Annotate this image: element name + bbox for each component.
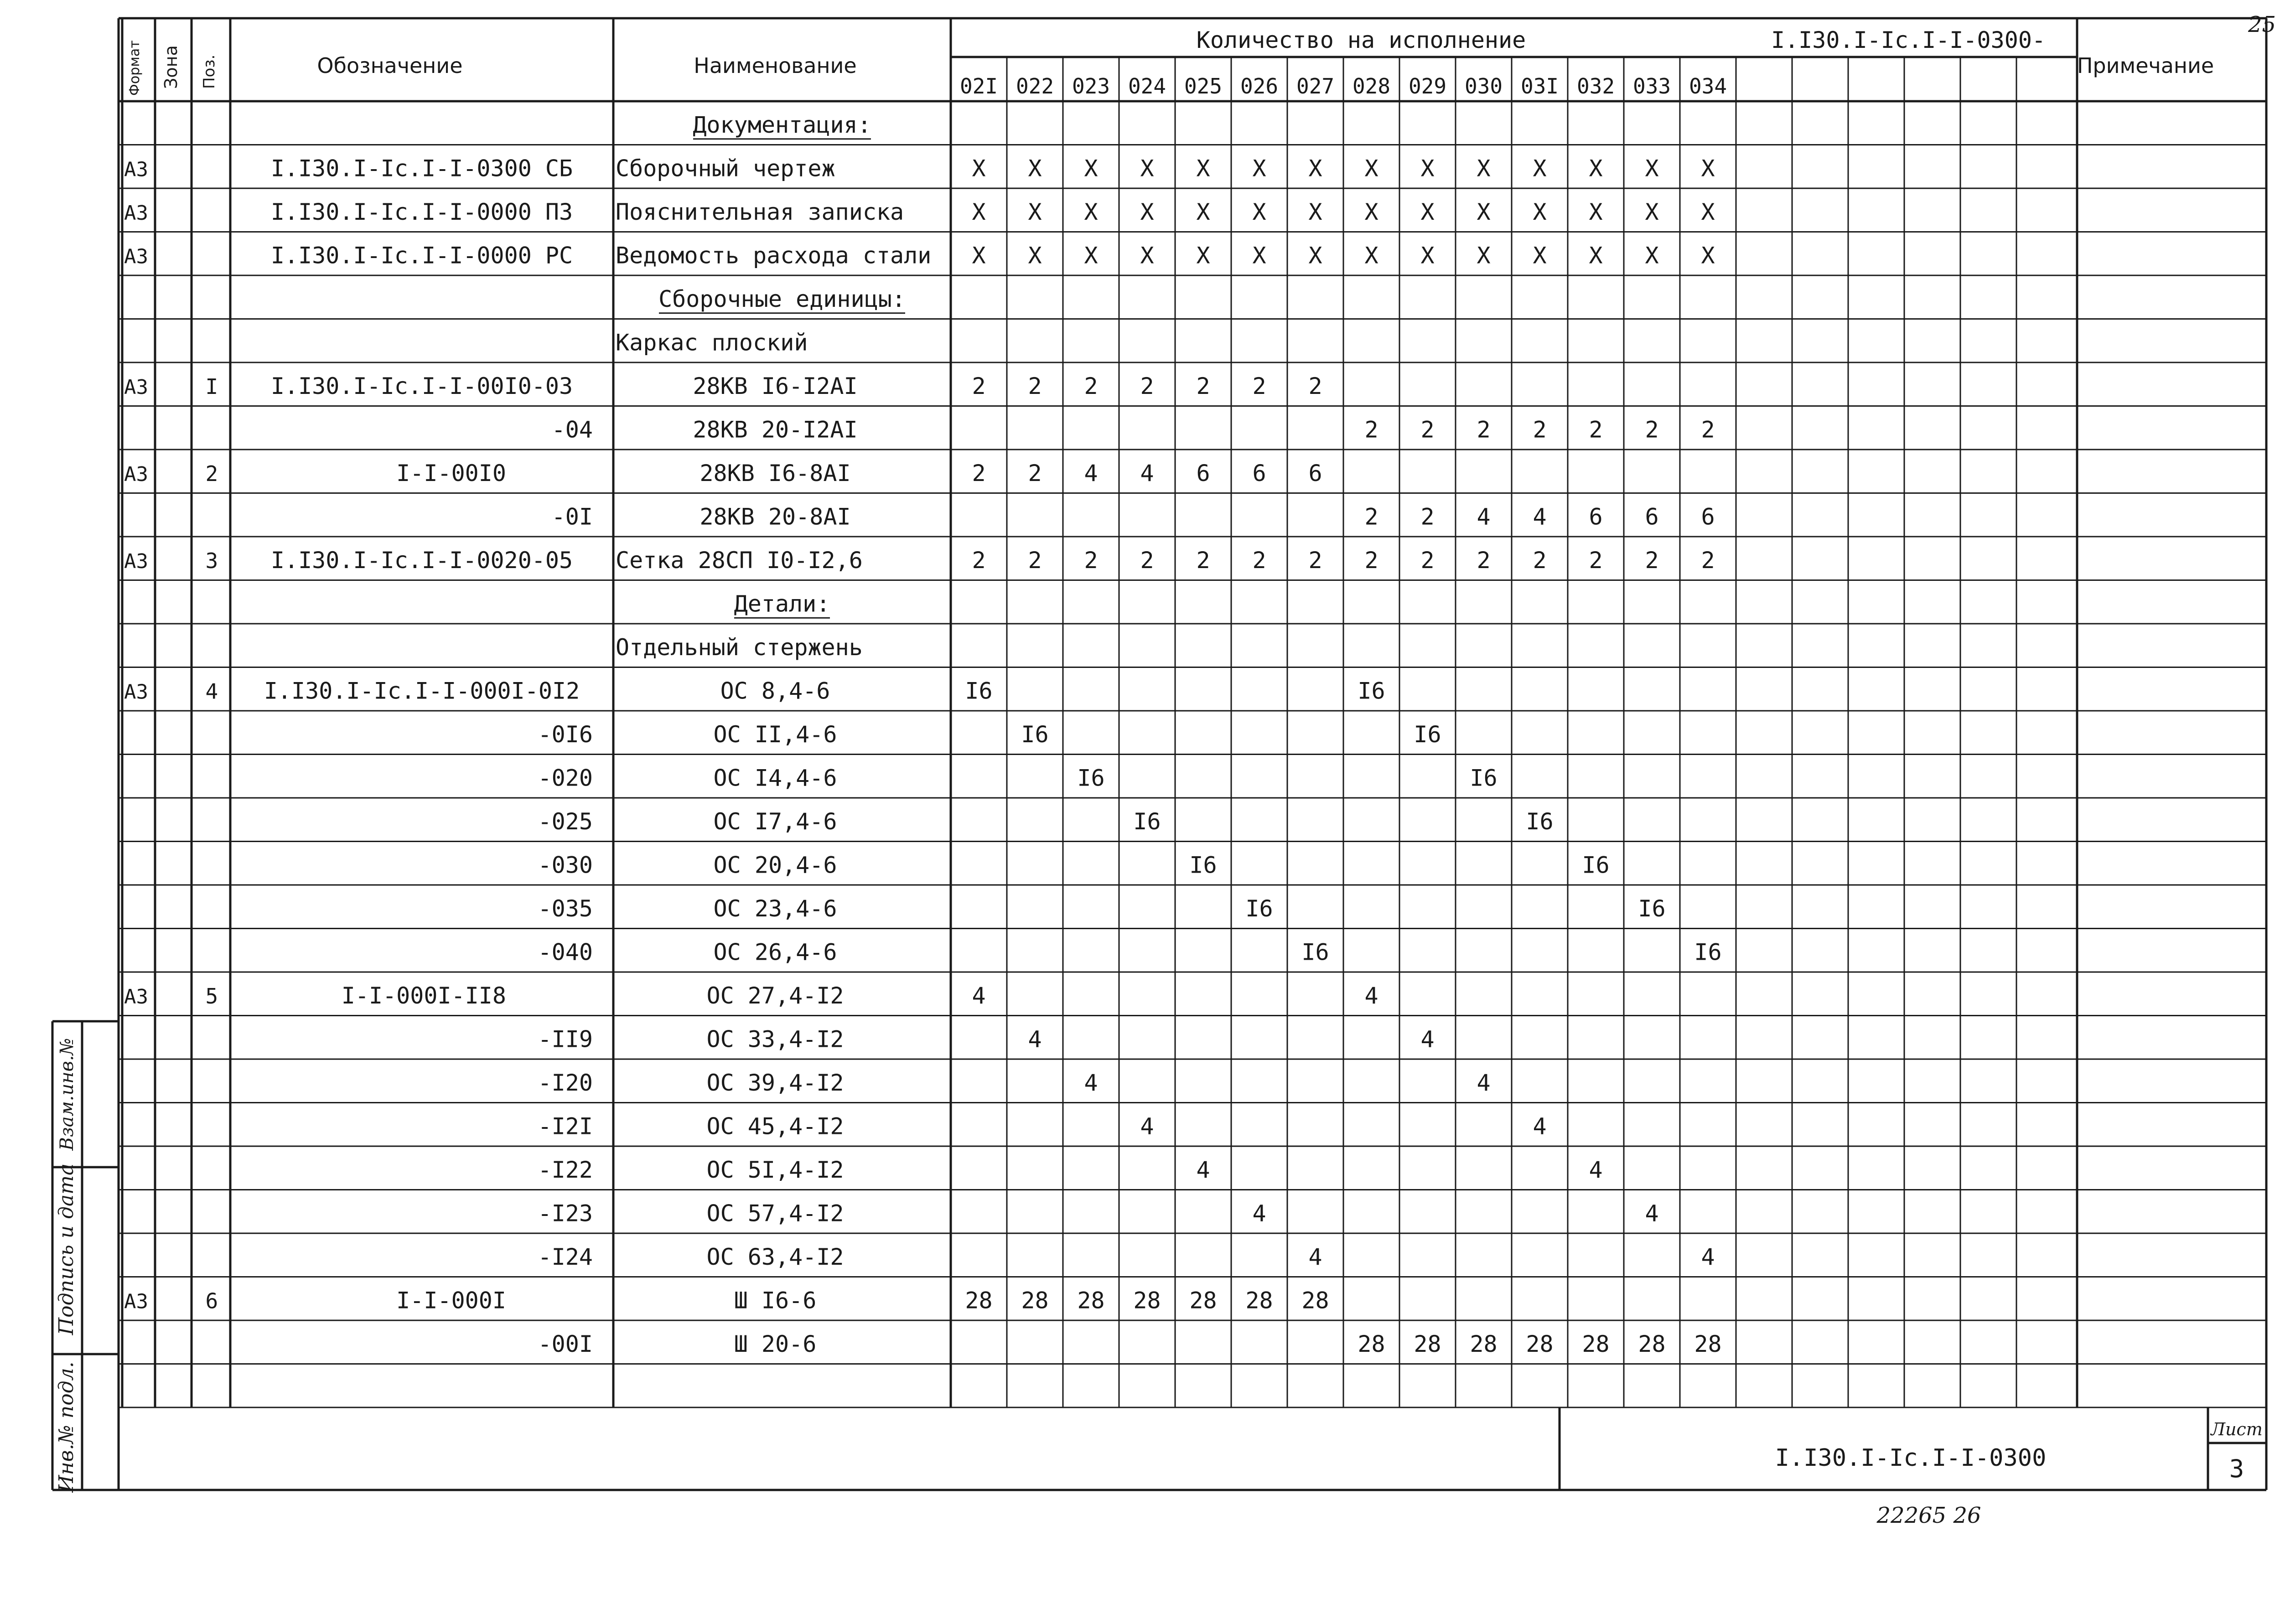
quantity-cell: 4 <box>1140 1113 1154 1140</box>
table-row <box>124 155 1715 181</box>
quantity-cell: X <box>1196 198 1210 225</box>
quantity-cell: X <box>1028 155 1042 182</box>
table-row <box>124 199 1715 225</box>
row-name: 28КВ 20-I2АI <box>693 416 858 443</box>
row-name: ОС 26,4-6 <box>713 939 837 966</box>
quantity-cell: X <box>1308 242 1322 269</box>
row-name: Ш 20-6 <box>734 1330 817 1357</box>
header-format: Формат <box>127 40 143 96</box>
table-row <box>538 721 1441 748</box>
variant-label: 02I <box>959 74 998 98</box>
quantity-cell: 4 <box>1084 460 1098 486</box>
section-title: Документация: <box>693 111 871 138</box>
row-name: ОС 5I,4-I2 <box>706 1156 844 1183</box>
quantity-cell: X <box>1645 198 1659 225</box>
table-row <box>538 808 1554 835</box>
table-row <box>538 1157 1603 1183</box>
table-row <box>693 112 871 139</box>
quantity-cell: 2 <box>1140 372 1154 399</box>
quantity-cell: 6 <box>1308 460 1322 486</box>
quantity-cell: X <box>1420 198 1435 225</box>
header-note: Примечание <box>2077 53 2214 78</box>
row-format: А3 <box>124 985 148 1009</box>
row-position: 3 <box>205 548 218 573</box>
variant-label: 025 <box>1184 74 1223 98</box>
quantity-cell: X <box>1252 155 1266 182</box>
quantity-cell: 2 <box>1645 547 1659 574</box>
row-position: 6 <box>205 1288 218 1314</box>
row-designation: -I22 <box>538 1156 593 1183</box>
variant-label: 034 <box>1689 74 1727 98</box>
quantity-cell: X <box>1533 155 1547 182</box>
row-position: 2 <box>205 461 218 486</box>
quantity-cell: X <box>1252 198 1266 225</box>
row-format: А3 <box>124 680 148 704</box>
row-name: ОС I4,4-6 <box>713 765 837 791</box>
quantity-cell: X <box>1140 198 1154 225</box>
quantity-cell: 2 <box>1701 547 1715 574</box>
table-row <box>538 1244 1715 1270</box>
quantity-cell: 6 <box>1589 503 1603 530</box>
quantity-cell: 6 <box>1645 503 1659 530</box>
quantity-cell: 28 <box>1189 1287 1217 1314</box>
row-name: ОС 63,4-I2 <box>706 1243 844 1270</box>
quantity-cell: 28 <box>1526 1330 1554 1357</box>
row-designation: I.I30.I-Ic.I-I-0000 РС <box>270 242 573 269</box>
variant-label: 027 <box>1296 74 1335 98</box>
quantity-cell: X <box>1701 198 1715 225</box>
quantity-cell: 28 <box>1245 1287 1273 1314</box>
row-format: А3 <box>124 549 148 573</box>
table-row <box>124 242 1715 269</box>
quantity-cell: 6 <box>1252 460 1266 486</box>
table-row <box>552 416 1715 443</box>
row-format: А3 <box>124 158 148 181</box>
quantity-cell: 2 <box>1364 416 1378 443</box>
variant-label: 030 <box>1464 74 1503 98</box>
row-name: Сборочный чертеж <box>616 155 835 182</box>
side-stamp-inv-replace: Взам.инв.№ <box>57 1038 78 1151</box>
quantity-cell: 4 <box>1364 982 1378 1009</box>
quantity-cell: I6 <box>1470 765 1498 791</box>
quantity-cell: 2 <box>1477 547 1491 574</box>
quantity-cell: 4 <box>1308 1243 1322 1270</box>
row-position: 4 <box>205 679 218 704</box>
row-format: А3 <box>124 245 148 269</box>
table-row <box>616 634 863 661</box>
quantity-cell: X <box>1308 198 1322 225</box>
quantity-cell: X <box>1701 155 1715 182</box>
quantity-cell: 4 <box>1589 1156 1603 1183</box>
quantity-cell: 28 <box>1133 1287 1161 1314</box>
quantity-cell: 2 <box>1589 547 1603 574</box>
header-quantity-code: I.I30.I-Ic.I-I-0300- <box>1771 27 2046 53</box>
quantity-cell: X <box>1028 198 1042 225</box>
quantity-cell: X <box>1252 242 1266 269</box>
quantity-cell: 2 <box>1364 503 1378 530</box>
row-designation: I.I30.I-Ic.I-I-000I-0I2 <box>264 678 580 704</box>
quantity-cell: I6 <box>1245 895 1273 922</box>
quantity-cell: 2 <box>1028 547 1042 574</box>
quantity-cell: 4 <box>1701 1243 1715 1270</box>
quantity-cell: 4 <box>1477 503 1491 530</box>
variant-label: 033 <box>1632 74 1671 98</box>
quantity-cell: I6 <box>1582 852 1610 879</box>
table-row <box>124 547 1715 574</box>
table-row <box>124 1287 1329 1314</box>
quantity-cell: 2 <box>1308 372 1322 399</box>
quantity-cell: 28 <box>1414 1330 1441 1357</box>
quantity-cell: 2 <box>1645 416 1659 443</box>
quantity-cell: 2 <box>1084 372 1098 399</box>
quantity-cell: I6 <box>1414 721 1441 748</box>
quantity-cell: X <box>1364 198 1378 225</box>
row-designation: -I24 <box>538 1243 593 1270</box>
quantity-cell: 2 <box>1364 547 1378 574</box>
row-position: I <box>205 374 218 399</box>
quantity-cell: 2 <box>1420 416 1435 443</box>
table-row <box>552 503 1715 530</box>
row-designation: -I2I <box>538 1113 593 1140</box>
variant-label: 023 <box>1072 74 1110 98</box>
quantity-cell: 2 <box>1028 460 1042 486</box>
quantity-cell: 2 <box>1196 547 1210 574</box>
quantity-cell: 2 <box>1252 372 1266 399</box>
group-title: Каркас плоский <box>616 329 808 356</box>
quantity-cell: 2 <box>1140 547 1154 574</box>
footer-number: 22265 26 <box>1876 1503 1981 1528</box>
variant-label: 028 <box>1352 74 1391 98</box>
section-title: Сборочные единицы: <box>658 285 906 312</box>
quantity-cell: I6 <box>1638 895 1666 922</box>
quantity-cell: 6 <box>1701 503 1715 530</box>
row-format: А3 <box>124 462 148 486</box>
title-block-sheet-label: Лист <box>2211 1419 2263 1439</box>
quantity-cell: I6 <box>1077 765 1105 791</box>
quantity-cell: 28 <box>1077 1287 1105 1314</box>
quantity-cell: 4 <box>1477 1069 1491 1096</box>
quantity-cell: X <box>1084 155 1098 182</box>
quantity-cell: 4 <box>1028 1026 1042 1053</box>
quantity-cell: X <box>1701 242 1715 269</box>
variant-label: 022 <box>1016 74 1054 98</box>
quantity-cell: 28 <box>1638 1330 1666 1357</box>
quantity-cell: X <box>1589 242 1603 269</box>
quantity-cell: 2 <box>1308 547 1322 574</box>
side-stamp-signature-date: Подпись и дата <box>55 1163 78 1335</box>
table-row <box>616 329 808 356</box>
quantity-cell: X <box>1589 155 1603 182</box>
quantity-cell: X <box>1028 242 1042 269</box>
row-designation: I.I30.I-Ic.I-I-0000 ПЗ <box>270 198 573 225</box>
table-row <box>538 1026 1435 1052</box>
quantity-cell: X <box>972 155 986 182</box>
header-name: Наименование <box>694 53 857 78</box>
row-name: 28КВ 20-8АI <box>700 503 851 530</box>
quantity-cell: X <box>1084 242 1098 269</box>
row-name: ОС I7,4-6 <box>713 808 837 835</box>
row-designation: -00I <box>538 1330 593 1357</box>
quantity-cell: X <box>1140 155 1154 182</box>
quantity-cell: 4 <box>1196 1156 1210 1183</box>
quantity-cell: X <box>1308 155 1322 182</box>
row-name: Ш I6-6 <box>734 1287 817 1314</box>
quantity-cell: X <box>1645 242 1659 269</box>
quantity-cell: 6 <box>1196 460 1210 486</box>
quantity-cell: X <box>1477 155 1491 182</box>
header-zone: Зона <box>161 45 181 89</box>
table-rows <box>124 112 1722 1357</box>
row-designation: -030 <box>538 852 593 879</box>
row-designation: -035 <box>538 895 593 922</box>
quantity-cell: 28 <box>1021 1287 1049 1314</box>
quantity-cell: I6 <box>1694 939 1722 966</box>
quantity-cell: 2 <box>1084 547 1098 574</box>
row-name: ОС 23,4-6 <box>713 895 837 922</box>
variant-label: 024 <box>1128 74 1166 98</box>
quantity-cell: X <box>1589 198 1603 225</box>
table-row <box>538 1200 1659 1226</box>
row-designation: I-I-000I-II8 <box>341 982 506 1009</box>
quantity-cell: 2 <box>1252 547 1266 574</box>
quantity-cell: I6 <box>1189 852 1217 879</box>
row-name: ОС 33,4-I2 <box>706 1026 844 1053</box>
quantity-cell: I6 <box>1526 808 1554 835</box>
variant-label: 03I <box>1520 74 1559 98</box>
quantity-cell: 4 <box>1084 1069 1098 1096</box>
variant-label: 026 <box>1240 74 1279 98</box>
table-row <box>538 765 1498 791</box>
row-name: ОС II,4-6 <box>713 721 837 748</box>
row-name: ОС 57,4-I2 <box>706 1200 844 1227</box>
quantity-cell: X <box>1196 242 1210 269</box>
quantity-cell: X <box>1196 155 1210 182</box>
row-designation: I-I-000I <box>396 1287 506 1314</box>
row-format: А3 <box>124 201 148 225</box>
quantity-cell: 4 <box>1140 460 1154 486</box>
table-row <box>658 286 906 313</box>
quantity-cell: 4 <box>1533 1113 1547 1140</box>
row-name: ОС 45,4-I2 <box>706 1113 844 1140</box>
quantity-cell: 28 <box>1358 1330 1385 1357</box>
quantity-cell: X <box>1477 242 1491 269</box>
row-designation: -0I6 <box>538 721 593 748</box>
row-designation: -040 <box>538 939 593 966</box>
table-row <box>538 1331 1722 1357</box>
row-name: 28КВ I6-I2АI <box>693 372 858 399</box>
row-name: Ведомость расхода стали <box>616 242 932 269</box>
row-name: ОС 27,4-I2 <box>706 982 844 1009</box>
quantity-cell: I6 <box>965 678 993 704</box>
row-designation: -I23 <box>538 1200 593 1227</box>
quantity-cell: 2 <box>1420 547 1435 574</box>
variant-label: 029 <box>1408 74 1447 98</box>
title-block-code: I.I30.I-Ic.I-I-0300 <box>1775 1444 2047 1472</box>
quantity-cell: 2 <box>1589 416 1603 443</box>
quantity-cell: I6 <box>1133 808 1161 835</box>
table-row <box>538 852 1610 878</box>
row-designation: -I20 <box>538 1069 593 1096</box>
quantity-cell: 28 <box>1470 1330 1498 1357</box>
quantity-cell: 28 <box>1694 1330 1722 1357</box>
table-row <box>538 939 1722 965</box>
quantity-cell: X <box>1533 242 1547 269</box>
side-stamp-inv-orig: Инв.№ подл. <box>55 1361 78 1493</box>
quantity-cell: 4 <box>1645 1200 1659 1227</box>
quantity-cell: 28 <box>965 1287 993 1314</box>
row-designation: -020 <box>538 765 593 791</box>
quantity-cell: 4 <box>1420 1026 1435 1053</box>
quantity-cell: X <box>1364 155 1378 182</box>
quantity-cell: 4 <box>972 982 986 1009</box>
quantity-cell: I6 <box>1301 939 1329 966</box>
row-name: Сетка 28СП I0-I2,6 <box>616 547 863 574</box>
quantity-cell: I6 <box>1358 678 1385 704</box>
table-row <box>124 678 1385 704</box>
row-format: А3 <box>124 375 148 399</box>
header-quantity-title: Количество на исполнение <box>1196 27 1526 53</box>
quantity-cell: X <box>1420 242 1435 269</box>
table-row <box>124 460 1322 486</box>
title-block-sheet-number: 3 <box>2229 1454 2244 1483</box>
quantity-cell: 28 <box>1582 1330 1610 1357</box>
quantity-cell: 28 <box>1301 1287 1329 1314</box>
table-row <box>124 983 1378 1009</box>
table-row <box>538 1070 1491 1096</box>
header-pos: Поз. <box>200 54 218 89</box>
quantity-cell: 4 <box>1533 503 1547 530</box>
section-title: Детали: <box>734 590 830 617</box>
table-grid <box>52 18 2266 1490</box>
header-designation: Обозначение <box>317 53 463 78</box>
quantity-cell: X <box>972 198 986 225</box>
quantity-cell: X <box>1140 242 1154 269</box>
row-format: А3 <box>124 1290 148 1314</box>
row-designation: -0I <box>551 503 593 530</box>
row-name: 28КВ I6-8АI <box>700 460 851 486</box>
quantity-cell: 2 <box>1196 372 1210 399</box>
quantity-cell: X <box>1645 155 1659 182</box>
quantity-cell: 2 <box>1477 416 1491 443</box>
table-row <box>538 1113 1547 1139</box>
quantity-cell: 2 <box>1701 416 1715 443</box>
row-name: ОС 20,4-6 <box>713 852 837 879</box>
quantity-cell: 2 <box>972 372 986 399</box>
quantity-cell: X <box>972 242 986 269</box>
row-name: Пояснительная записка <box>616 198 904 225</box>
quantity-cell: X <box>1477 198 1491 225</box>
group-title: Отдельный стержень <box>616 634 863 661</box>
sheet-corner-number: 25 <box>2248 12 2276 37</box>
quantity-cell: I6 <box>1021 721 1049 748</box>
quantity-cell: X <box>1533 198 1547 225</box>
quantity-cell: 4 <box>1252 1200 1266 1227</box>
row-designation: -04 <box>551 416 593 443</box>
row-position: 5 <box>205 983 218 1009</box>
quantity-cell: X <box>1420 155 1435 182</box>
row-designation: I.I30.I-Ic.I-I-0020-05 <box>270 547 573 574</box>
row-designation: -II9 <box>538 1026 593 1053</box>
row-name: ОС 39,4-I2 <box>706 1069 844 1096</box>
quantity-cell: X <box>1084 198 1098 225</box>
table-row <box>538 895 1666 922</box>
table-row <box>734 590 830 618</box>
variant-label: 032 <box>1576 74 1615 98</box>
quantity-cell: 2 <box>1420 503 1435 530</box>
quantity-cell: 2 <box>1533 416 1547 443</box>
row-designation: I.I30.I-Ic.I-I-0300 СБ <box>270 155 573 182</box>
quantity-cell: 2 <box>972 547 986 574</box>
quantity-cell: 2 <box>972 460 986 486</box>
quantity-cell: X <box>1364 242 1378 269</box>
row-designation: I-I-00I0 <box>396 460 506 486</box>
row-designation: -025 <box>538 808 593 835</box>
quantity-cell: 2 <box>1533 547 1547 574</box>
table-row <box>124 373 1322 399</box>
row-designation: I.I30.I-Ic.I-I-00I0-03 <box>270 372 573 399</box>
row-name: ОС 8,4-6 <box>720 678 830 704</box>
quantity-cell: 2 <box>1028 372 1042 399</box>
